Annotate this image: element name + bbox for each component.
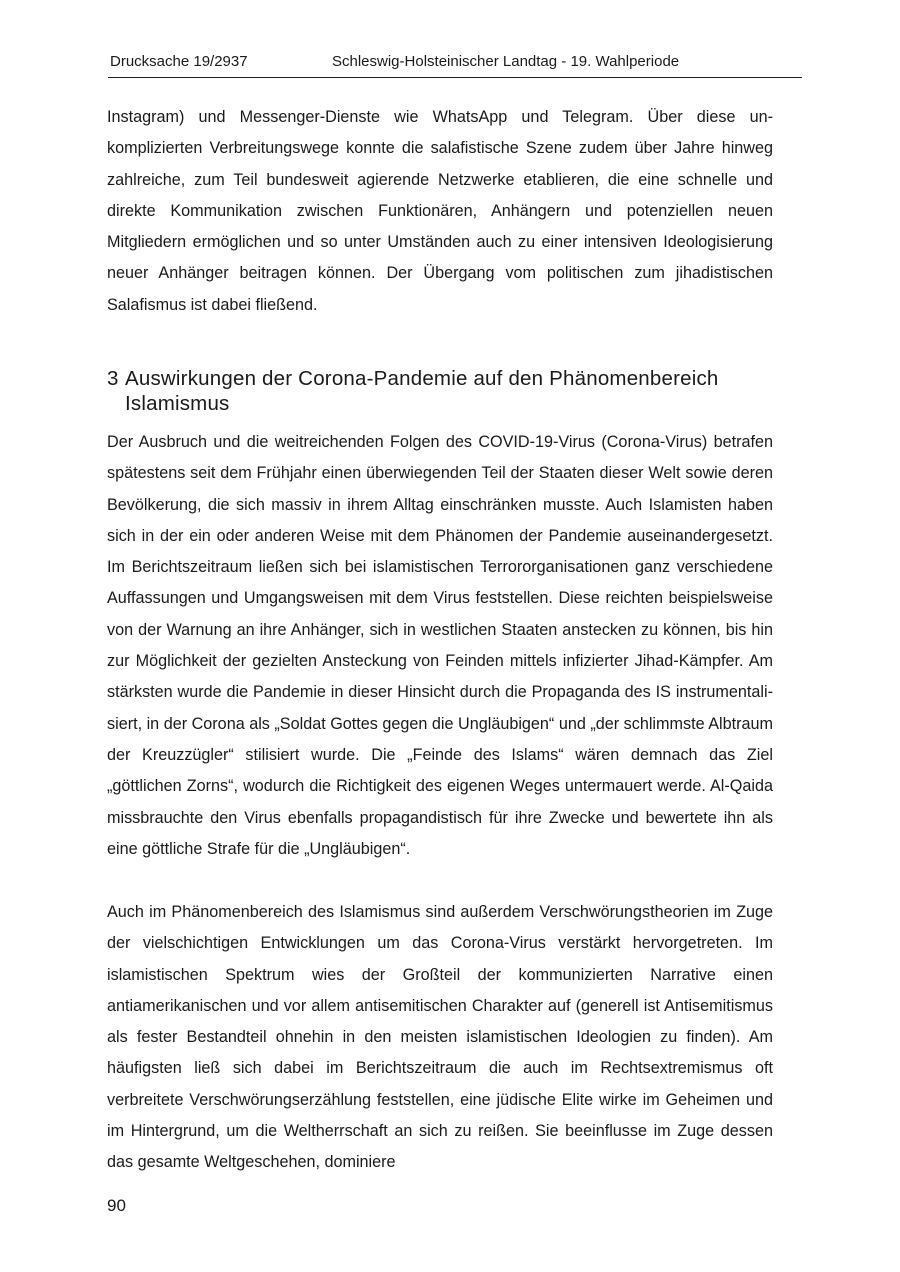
document-number: Drucksache 19/2937 (110, 53, 248, 70)
paragraph-salafism-networks: Instagram) und Messenger-Dienste wie WhatsApp und Telegram. Über diese unkomplizierten Verbreitungswege konnte die salafistische Szene zudem über Jahre hinweg zahlreiche, zum Teil bundesweit agierende Netzwerke etablieren, die eine schnelle und direkte Kommunikation zwischen Funktionären, Anhängern und potenziellen neuen Mitgliedern ermöglichen und so unter Umständen auch zu einer intensiven Ideologisierung neuer Anhänger beitragen können. Der Übergang vom politischen zum jihadistischen Salafismus ist dabei fließend. (107, 108, 773, 314)
page-number: 90 (107, 1196, 126, 1215)
section-title-line2: Islamismus (125, 392, 230, 415)
section-number: 3 (107, 367, 119, 390)
section-title-line1: Auswirkungen der Corona-Pandemie auf den Phänomenbereich (125, 367, 719, 390)
paragraph-conspiracy-theories: Auch im Phänomenbereich des Islamismus sind außerdem Verschwörungstheorien im Zuge der vielschichtigen Entwicklungen um das Corona-Virus verstärkt hervorgetreten. Im islamistischen Spektrum wies der Großteil der kommunizierten Narrative einen antiamerikanischen und vor allem antisemitischen Charakter auf (generell ist Antisemitismus als fester Bestandteil ohnehin in den meisten islamistischen Ideologien zu finden). Am häufigsten ließ sich dabei im Berichtszeitraum die auch im Rechtsextremismus oft verbreitete Verschwörungserzählung feststellen, eine jüdische Elite wirke im Geheimen und im Hintergrund, um die Weltherrschaft an sich zu reißen. Sie beeinflusse im Zuge dessen das gesamte Weltgeschehen, dominiere (107, 903, 773, 1172)
parliament-title: Schleswig-Holsteinischer Landtag - 19. Wahlperiode (332, 53, 680, 70)
section-heading (107, 366, 797, 416)
page-header (108, 51, 802, 78)
paragraph-pandemic-impact: Der Ausbruch und die weitreichenden Folgen des COVID-19-Virus (Corona-Virus) betrafen spätestens seit dem Frühjahr einen überwiegenden Teil der Staaten dieser Welt sowie deren Bevölkerung, die sich massiv in ihrem Alltag einschränken musste. Auch Islamisten haben sich in der ein oder anderen Weise mit dem Phänomen der Pandemie auseinandergesetzt. Im Berichtszeitraum ließen sich bei islamistischen Terrororganisationen ganz verschiedene Auffassungen und Umgangsweisen mit dem Virus feststellen. Diese reichten beispielsweise von der Warnung an ihre Anhänger, sich in westlichen Staaten anstecken zu können, bis hin zur Möglichkeit der gezielten Ansteckung von Feinden mittels infizierter Jihad-Kämpfer. Am stärksten wurde die Pandemie in dieser Hinsicht durch die Propaganda des IS instrumentalisiert, in der Corona als „Soldat Gottes gegen die Ungläubigen“ und „der schlimmste Albtraum der Kreuzzügler“ stilisiert wurde. Die „Feinde des Islams“ wären demnach das Ziel „göttlichen Zorns“, wodurch die Richtigkeit des eigenen Weges untermauert werde. Al-Qaida missbrauchte den Virus ebenfalls propagandistisch für ihre Zwecke und bewertete ihn als eine göttliche Strafe für die „Ungläubigen“. (107, 433, 773, 858)
